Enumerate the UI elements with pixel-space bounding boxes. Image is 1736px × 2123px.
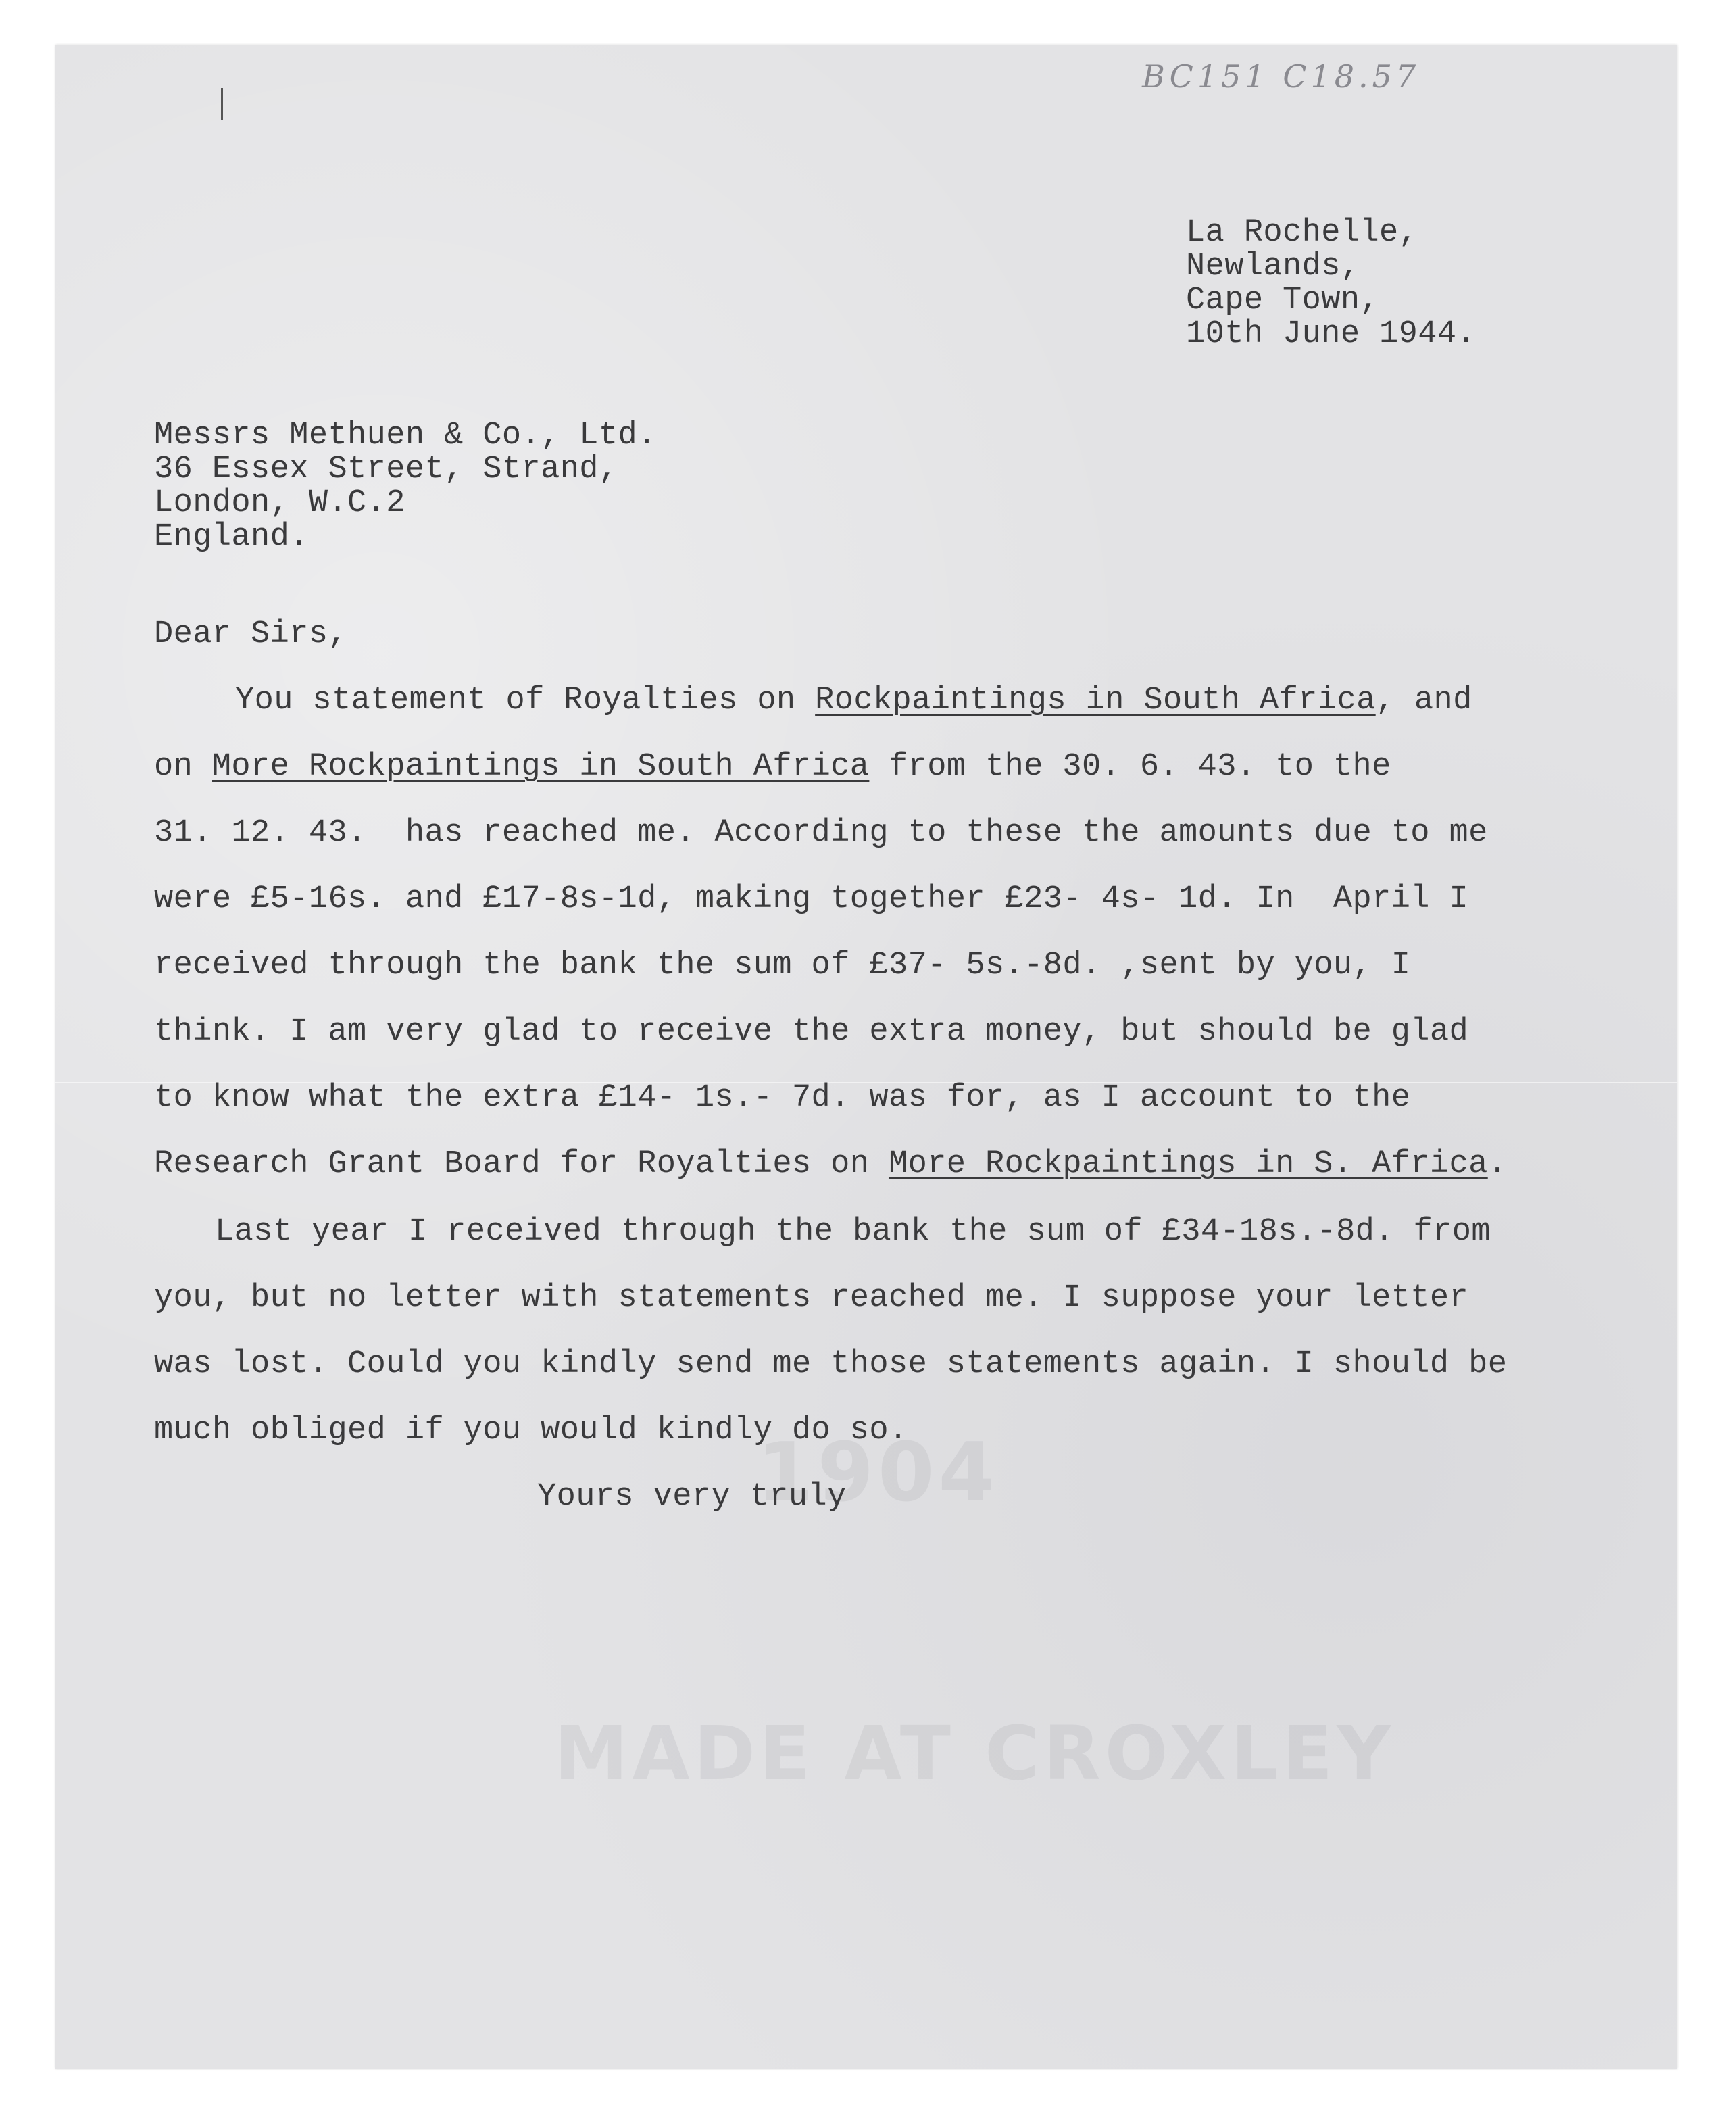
text: Research Grant Board for Royalties on bbox=[154, 1146, 889, 1182]
body-line bbox=[154, 749, 1391, 785]
margin-tick-mark bbox=[221, 88, 223, 120]
archive-annotation: BC151 C18.57 bbox=[1142, 58, 1420, 95]
address-line: Newlands, bbox=[1186, 249, 1360, 285]
body-line: much obliged if you would kindly do so. bbox=[154, 1413, 908, 1448]
body-line: think. I am very glad to receive the extra money, but should be glad bbox=[154, 1014, 1469, 1050]
body-line bbox=[235, 683, 1472, 718]
text: . bbox=[1487, 1146, 1508, 1182]
address-line: La Rochelle, bbox=[1186, 215, 1418, 251]
recipient-line: 36 Essex Street, Strand, bbox=[154, 452, 618, 487]
address-line: Cape Town, bbox=[1186, 283, 1380, 318]
body-line bbox=[154, 1146, 1507, 1182]
body-line: you, but no letter with statements reached me. I suppose your letter bbox=[154, 1280, 1469, 1316]
text: from the 30. 6. 43. to the bbox=[869, 749, 1391, 785]
body-line: were £5-16s. and £17-8s-1d, making together £23- 4s- 1d. In April I bbox=[154, 881, 1469, 917]
body-line: 31. 12. 43. has reached me. According to these the amounts due to me bbox=[154, 815, 1488, 851]
recipient-line: England. bbox=[154, 519, 309, 555]
watermark-text: MADE AT CROXLEY bbox=[554, 1710, 1395, 1797]
body-line: to know what the extra £14- 1s.- 7d. was for, as I account to the bbox=[154, 1080, 1411, 1116]
body-line: was lost. Could you kindly send me those statements again. I should be bbox=[154, 1346, 1508, 1382]
book-title: Rockpaintings in South Africa bbox=[815, 683, 1376, 718]
salutation: Dear Sirs, bbox=[154, 616, 348, 652]
text: You statement of Royalties on bbox=[235, 683, 816, 718]
recipient-line: London, W.C.2 bbox=[154, 485, 405, 521]
book-title: More Rockpaintings in S. Africa bbox=[888, 1146, 1488, 1182]
text: on bbox=[154, 749, 212, 785]
recipient-line: Messrs Methuen & Co., Ltd. bbox=[154, 418, 657, 454]
body-line: Last year I received through the bank the sum of £34-18s.-8d. from bbox=[215, 1214, 1491, 1250]
book-title: More Rockpaintings in South Africa bbox=[212, 749, 870, 785]
body-line: received through the bank the sum of £37- 5s.-8d. ,sent by you, I bbox=[154, 948, 1411, 983]
closing: Yours very truly bbox=[537, 1479, 847, 1515]
watermark-year: 1904 bbox=[757, 1426, 999, 1520]
letter-date: 10th June 1944. bbox=[1186, 316, 1477, 352]
text: , and bbox=[1375, 683, 1472, 718]
